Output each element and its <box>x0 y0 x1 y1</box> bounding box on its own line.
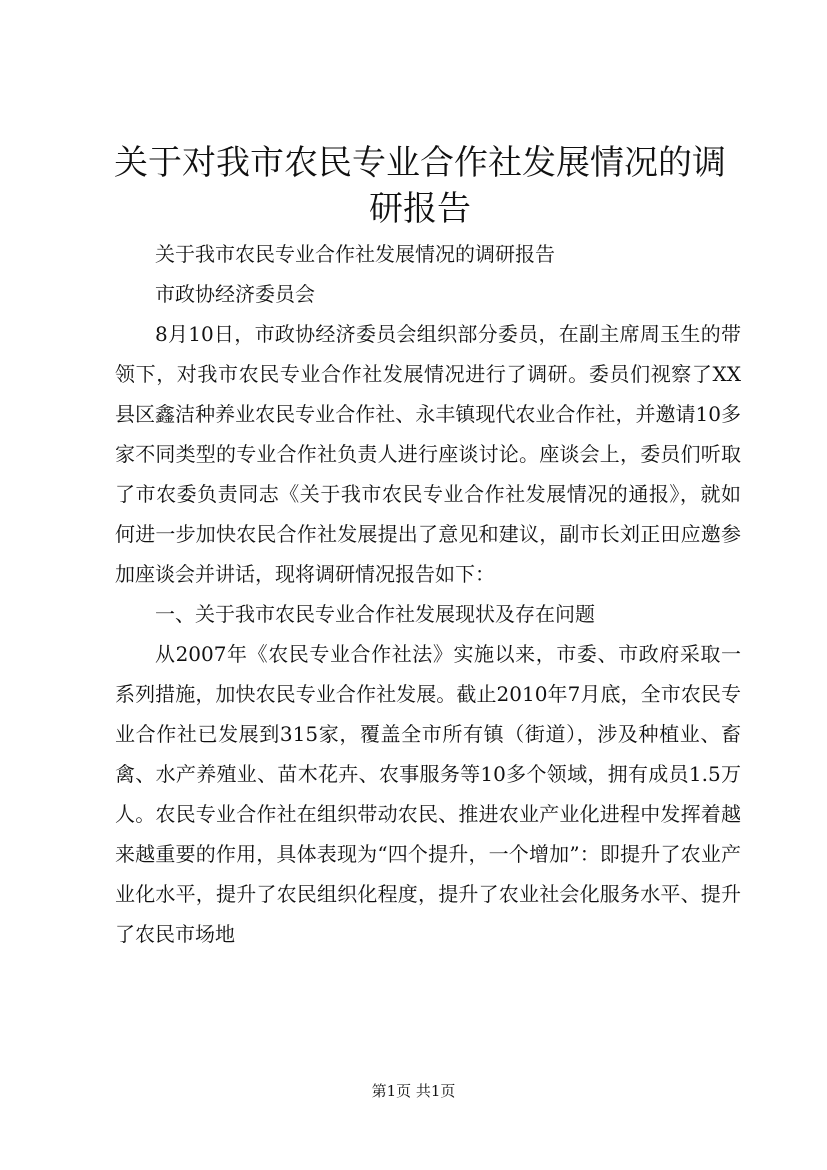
paragraph-intro: 8月10日，市政协经济委员会组织部分委员，在副主席周玉生的带领下，对我市农民专业合作社发展情况进行了调研。委员们视察了XX县区鑫洁种养业农民专业合作社、永丰镇现代农业合作社，并邀请10多家不同类型的专业合作社负责人进行座谈讨论。座谈会上，委员们听取了市农委负责同志《关于我市农民专业合作社发展情况的通报》，就如何进一步加快农民合作社发展提出了意见和建议，副市长刘正田应邀参加座谈会并讲话，现将调研情况报告如下： <box>115 322 741 586</box>
document-body <box>115 234 741 954</box>
page-number-footer: 第1页 共1页 <box>371 1082 456 1100</box>
paragraph-author: 市政协经济委员会 <box>155 282 315 306</box>
paragraph-status: 从2007年《农民专业合作社法》实施以来，市委、市政府采取一系列措施，加快农民专业合作社发展。截止2010年7月底，全市农民专业合作社已发展到315家，覆盖全市所有镇（街道），涉及种植业、畜禽、水产养殖业、苗木花卉、农事服务等10多个领域，拥有成员1.5万人。农民专业合作社在组织带动农民、推进农业产业化进程中发挥着越来越重要的作用，具体表现为“四个提升，一个增加”：即提升了农业产业化水平，提升了农民组织化程度，提升了农业社会化服务水平、提升了农民市场地 <box>115 642 741 946</box>
paragraph-subtitle: 关于我市农民专业合作社发展情况的调研报告 <box>155 242 555 266</box>
section-heading-1: 一、关于我市农民专业合作社发展现状及存在问题 <box>155 602 595 626</box>
document-title: 关于对我市农民专业合作社发展情况的调研报告 <box>114 143 726 229</box>
